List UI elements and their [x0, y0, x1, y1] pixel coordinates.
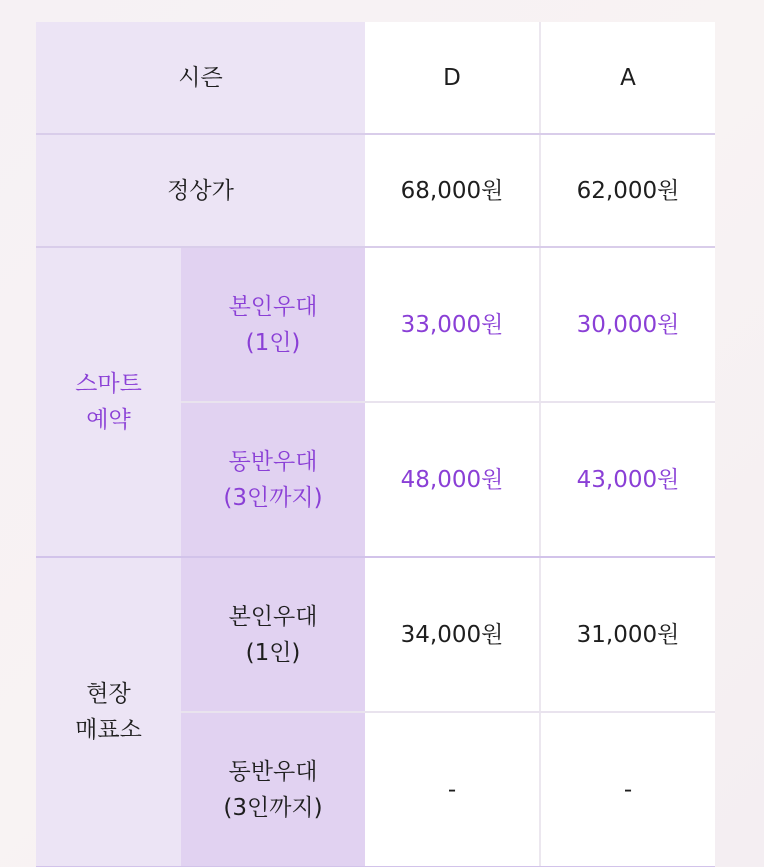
smart-personal-price-a: 30,000원	[576, 311, 680, 338]
onsite-personal-row	[36, 557, 715, 712]
regular-price-d: 68,000원	[400, 177, 504, 204]
column-header-d-label: D	[443, 64, 461, 91]
smart-personal-label-line2: (1인)	[245, 329, 301, 356]
smart-personal-label-cell	[181, 247, 365, 402]
onsite-personal-price-d: 34,000원	[400, 621, 504, 648]
regular-price-label-cell	[36, 134, 365, 247]
onsite-companion-label-line1: 동반우대	[228, 758, 318, 785]
season-header-cell	[36, 22, 365, 134]
onsite-personal-label-line2: (1인)	[245, 639, 301, 666]
column-header-d	[365, 22, 540, 134]
column-header-a	[540, 22, 715, 134]
smart-personal-price-a-cell	[540, 247, 715, 402]
season-header-label: 시즌	[178, 64, 223, 91]
onsite-personal-label-line1: 본인우대	[228, 603, 318, 630]
regular-price-row	[36, 134, 715, 247]
smart-reservation-group-label	[36, 247, 181, 557]
onsite-group-label	[36, 557, 181, 867]
smart-personal-price-d: 33,000원	[400, 311, 504, 338]
header-row	[36, 22, 715, 134]
smart-personal-price-d-cell	[365, 247, 540, 402]
smart-reservation-personal-row	[36, 247, 715, 402]
smart-personal-label-line1: 본인우대	[228, 293, 318, 320]
onsite-personal-price-d-cell	[365, 557, 540, 712]
onsite-personal-label-cell	[181, 557, 365, 712]
smart-reservation-label-line1: 스마트	[75, 371, 142, 397]
regular-price-d-cell	[365, 134, 540, 247]
smart-companion-price-d: 48,000원	[400, 466, 504, 493]
onsite-label-line2: 매표소	[75, 717, 142, 743]
regular-price-label: 정상가	[167, 177, 234, 204]
onsite-label-line1: 현장	[86, 681, 131, 707]
column-header-a-label: A	[620, 64, 636, 91]
onsite-companion-price-d-cell	[365, 712, 540, 867]
onsite-companion-price-a-cell	[540, 712, 715, 867]
smart-companion-price-d-cell	[365, 402, 540, 557]
onsite-personal-price-a-cell	[540, 557, 715, 712]
onsite-personal-price-a: 31,000원	[576, 621, 680, 648]
smart-companion-label-line2: (3인까지)	[223, 484, 323, 511]
onsite-companion-price-d: -	[447, 776, 457, 803]
onsite-companion-price-a: -	[623, 776, 633, 803]
onsite-companion-label-cell	[181, 712, 365, 867]
regular-price-a: 62,000원	[576, 177, 680, 204]
regular-price-a-cell	[540, 134, 715, 247]
smart-companion-price-a: 43,000원	[576, 466, 680, 493]
onsite-companion-label-line2: (3인까지)	[223, 794, 323, 821]
season-price-table	[36, 22, 715, 867]
smart-companion-price-a-cell	[540, 402, 715, 557]
smart-companion-label-line1: 동반우대	[228, 448, 318, 475]
smart-companion-label-cell	[181, 402, 365, 557]
smart-reservation-label-line2: 예약	[86, 407, 131, 433]
